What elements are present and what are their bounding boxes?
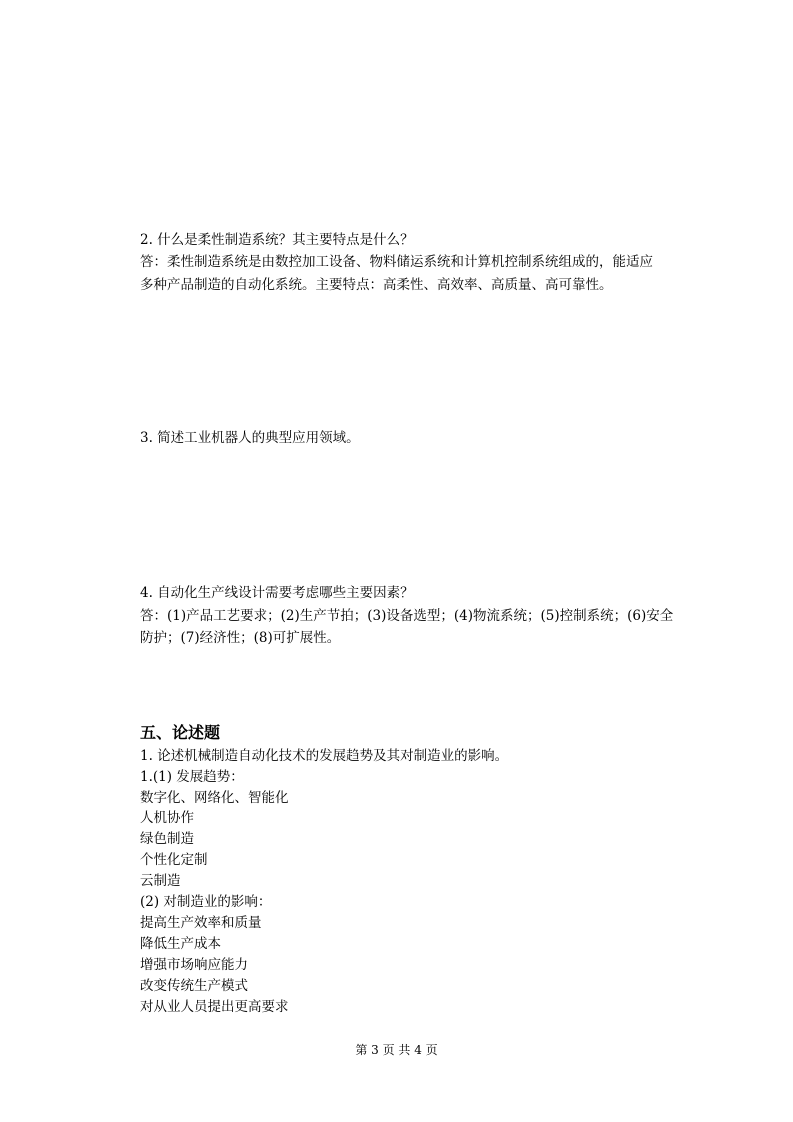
answer-4-line-1: 答：(1)产品工艺要求；(2)生产节拍；(3)设备选型；(4)物流系统；(5)控制系统；(6)安全 (140, 608, 674, 624)
question-2-text: 2. 什么是柔性制造系统？其主要特点是什么？ (140, 232, 414, 248)
trend-item: 云制造 (140, 873, 181, 889)
answer-2-line-2: 多种产品制造的自动化系统。主要特点：高柔性、高效率、高质量、高可靠性。 (140, 277, 613, 293)
section-5-heading: 五、论述题 (140, 723, 221, 742)
essay-question-1: 1. 论述机械制造自动化技术的发展趋势及其对制造业的影响。 (140, 748, 509, 764)
trends-label: 1.(1) 发展趋势： (140, 769, 244, 785)
question-3-text: 3. 简述工业机器人的典型应用领域。 (140, 430, 360, 446)
trend-item: 绿色制造 (140, 831, 194, 847)
page-footer: 第 3 页 共 4 页 (355, 1043, 438, 1057)
trend-item: 数字化、网络化、智能化 (140, 790, 289, 806)
impact-item: 对从业人员提出更高要求 (140, 999, 289, 1015)
trend-item: 人机协作 (140, 810, 194, 826)
impact-item: 提高生产效率和质量 (140, 915, 262, 931)
impact-item: 降低生产成本 (140, 936, 221, 952)
impact-item: 改变传统生产模式 (140, 978, 248, 994)
answer-2-line-1: 答：柔性制造系统是由数控加工设备、物料储运系统和计算机控制系统组成的，能适应 (140, 254, 653, 270)
impact-item: 增强市场响应能力 (140, 957, 248, 973)
answer-4-line-2: 防护；(7)经济性；(8)可扩展性。 (140, 630, 341, 646)
trend-item: 个性化定制 (140, 852, 208, 868)
impact-label: (2) 对制造业的影响： (140, 894, 272, 910)
question-4-text: 4. 自动化生产线设计需要考虑哪些主要因素？ (140, 585, 414, 601)
